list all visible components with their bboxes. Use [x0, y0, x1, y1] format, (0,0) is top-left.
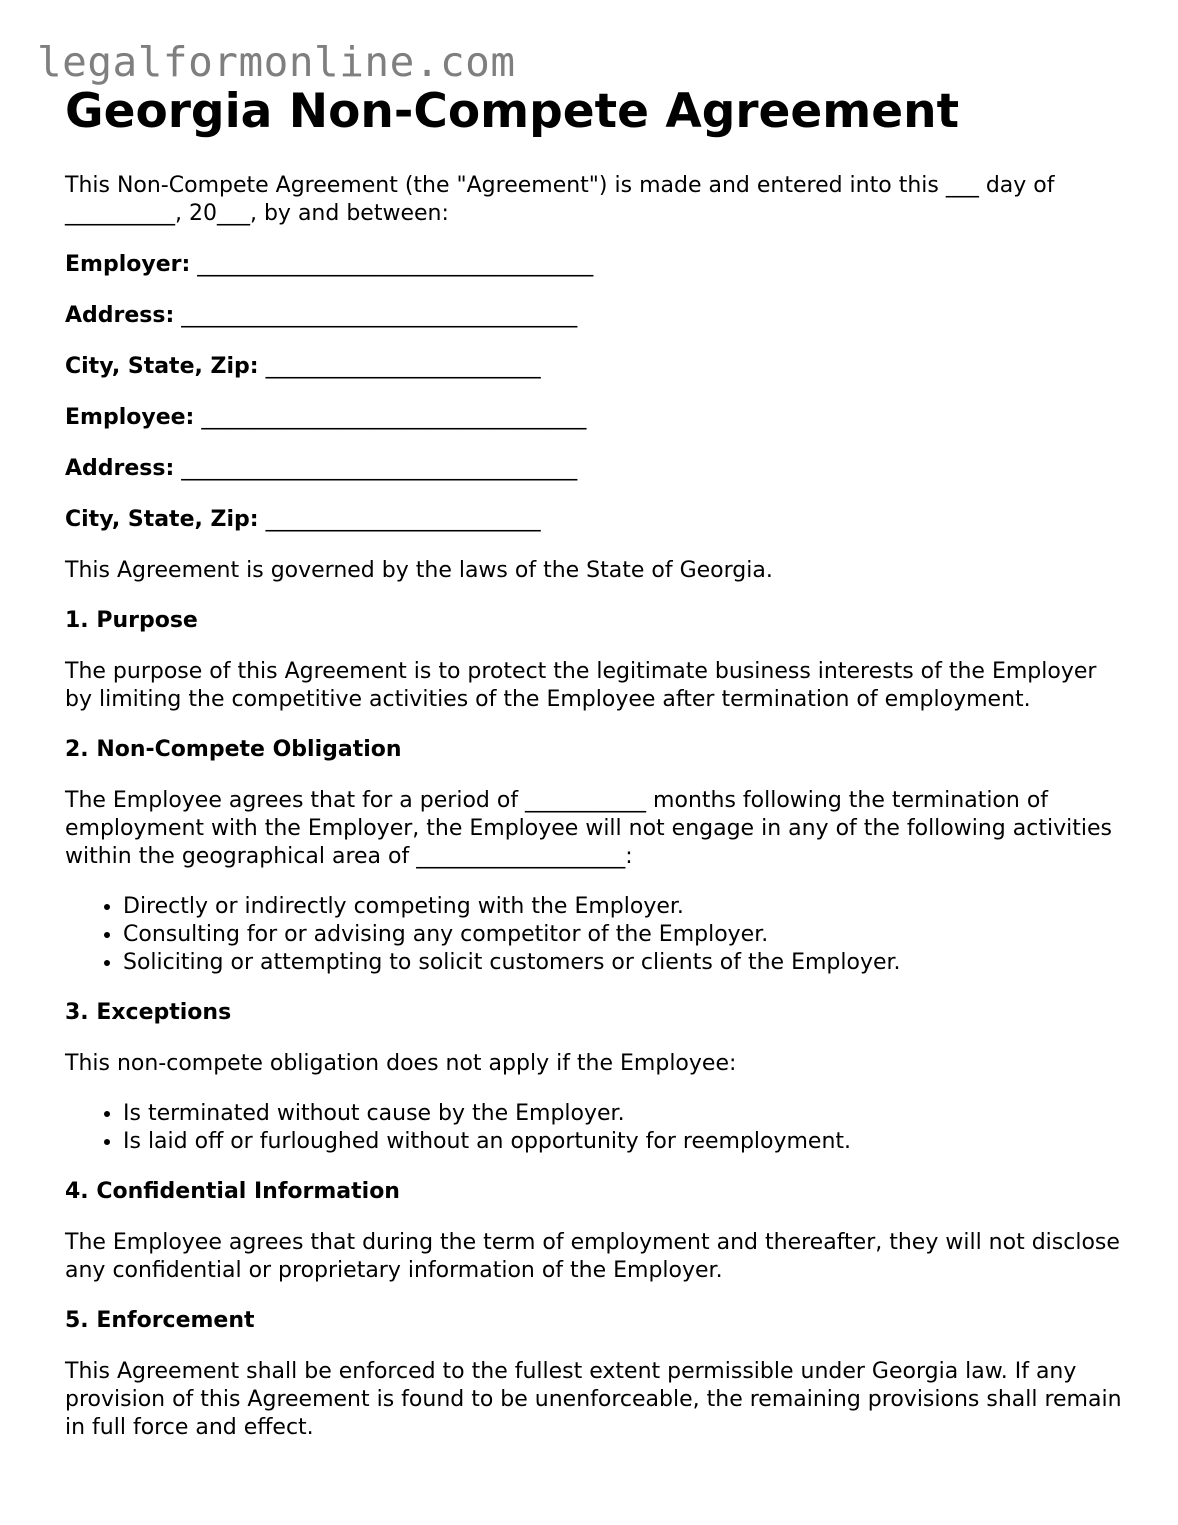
section-text-confidential: The Employee agrees that during the term of employment and thereafter, they will not disclose any confidential or proprietary information of the Employer. [65, 1230, 1120, 1283]
field-label: Employee: [65, 405, 195, 430]
watermark: legalformonline.com [37, 38, 516, 86]
field-label: City, State, Zip: [65, 354, 259, 379]
section-heading-enforcement: 5. Enforcement [65, 1308, 255, 1333]
list-item: • Soliciting or attempting to solicit customers or clients of the Employer. [123, 949, 1125, 977]
section-heading-confidential: 4. Confidential Information [65, 1179, 400, 1204]
non-compete-activities-list [65, 893, 1125, 977]
field-blank: ____________________________________ [181, 303, 578, 328]
field-blank: ____________________________________ [181, 456, 578, 481]
governing-law-statement: This Agreement is governed by the laws of the State of Georgia. [65, 558, 773, 583]
document-page [65, 84, 1125, 1442]
list-item: • Consulting for or advising any competitor of the Employer. [123, 921, 1125, 949]
field-label: Address: [65, 303, 175, 328]
section-text-enforcement: This Agreement shall be enforced to the fullest extent permissible under Georgia law. If any provision of this Agreement is found to be unenforceable, the remaining provisions shall remain in full force and effect. [65, 1359, 1122, 1440]
employee-city-state-zip-field [65, 506, 1125, 534]
list-item: • Is laid off or furloughed without an opportunity for reemployment. [123, 1128, 1125, 1156]
document-title: Georgia Non-Compete Agreement [65, 84, 960, 139]
section-heading-purpose: 1. Purpose [65, 608, 198, 633]
field-label: City, State, Zip: [65, 507, 259, 532]
employer-field [65, 251, 1125, 279]
exceptions-list [65, 1100, 1125, 1156]
field-blank: _________________________ [265, 507, 541, 532]
section-heading-exceptions: 3. Exceptions [65, 1000, 232, 1025]
field-blank: ___________________________________ [201, 405, 587, 430]
section-heading-non-compete: 2. Non-Compete Obligation [65, 737, 402, 762]
employer-address-field [65, 302, 1125, 330]
section-text-purpose: The purpose of this Agreement is to protect the legitimate business interests of the Employer by limiting the competitive activities of the Employee after termination of employment. [65, 659, 1097, 712]
intro-paragraph: This Non-Compete Agreement (the "Agreement") is made and entered into this ___ day of __________, 20___, by and between: [65, 173, 1055, 226]
employee-field [65, 404, 1125, 432]
list-item: • Is terminated without cause by the Employer. [123, 1100, 1125, 1128]
field-label: Address: [65, 456, 175, 481]
employer-city-state-zip-field [65, 353, 1125, 381]
section-text-exceptions: This non-compete obligation does not apply if the Employee: [65, 1051, 737, 1076]
employee-address-field [65, 455, 1125, 483]
field-label: Employer: [65, 252, 191, 277]
list-item: • Directly or indirectly competing with the Employer. [123, 893, 1125, 921]
section-text-non-compete: The Employee agrees that for a period of ___________ months following the termination of employment with the Employer, the Employee will not engage in any of the following activities within the geographical area of ___________________: [65, 788, 1112, 869]
field-blank: ____________________________________ [197, 252, 594, 277]
field-blank: _________________________ [265, 354, 541, 379]
